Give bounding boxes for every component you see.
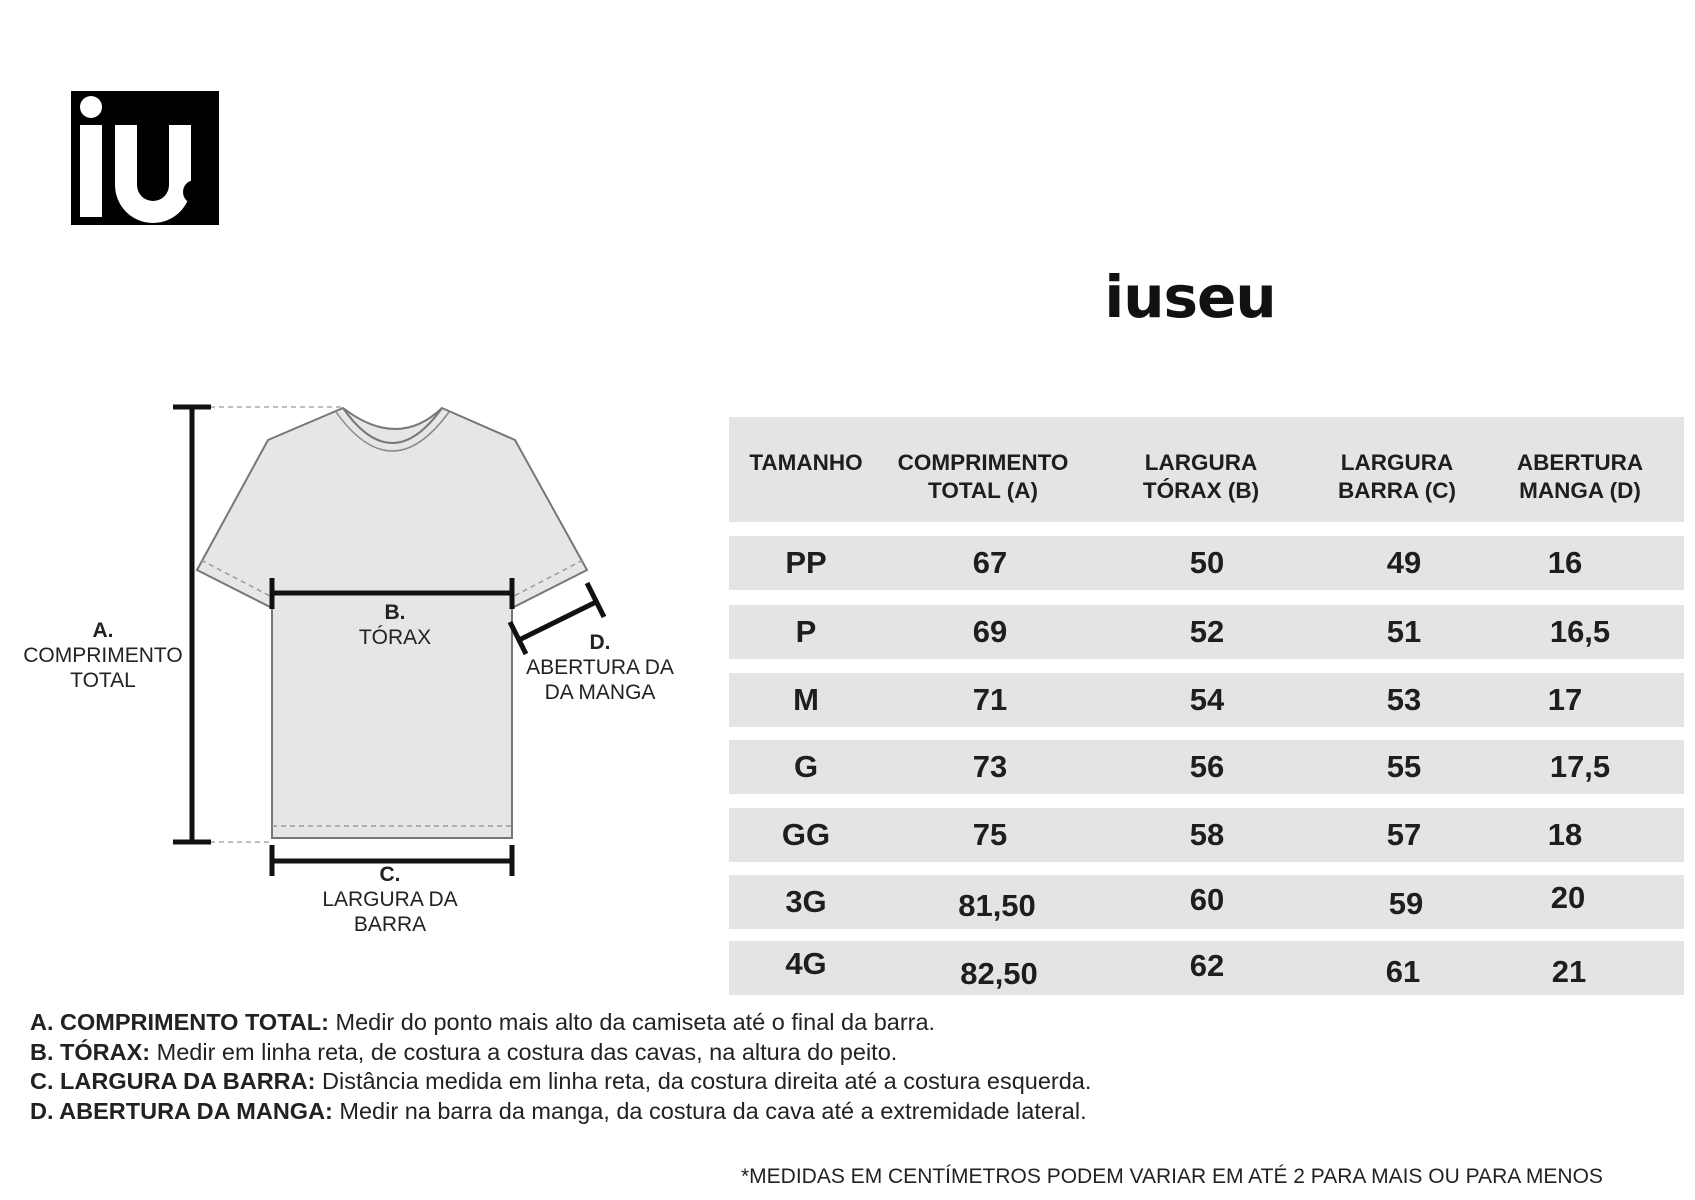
cell-tamanho: PP: [785, 545, 827, 580]
header-largura-barra: [1338, 449, 1456, 505]
note-text: Medir em linha reta, de costura a costura das cavas, na altura do peito.: [150, 1038, 898, 1065]
cell-barra: 55: [1386, 749, 1422, 784]
measurement-notes: [30, 1008, 1091, 1126]
cell-manga: 18: [1547, 817, 1583, 852]
note-term: D. ABERTURA DA MANGA:: [30, 1097, 333, 1124]
table-row: [729, 536, 1684, 590]
cell-torax: 60: [1189, 882, 1225, 917]
header-line: LARGURA: [1340, 450, 1454, 475]
header-line: TOTAL (A): [928, 478, 1038, 503]
header-line: MANGA (D): [1519, 478, 1641, 503]
note-line: [30, 1097, 1091, 1127]
header-line: BARRA (C): [1338, 478, 1456, 503]
label-a-letter: A.: [92, 619, 114, 642]
cell-tamanho: M: [793, 682, 819, 717]
cell-barra: 57: [1386, 817, 1422, 852]
cell-comprimento: 67: [972, 545, 1008, 580]
cell-manga: 17,5: [1549, 749, 1611, 784]
label-abertura-manga: [510, 630, 690, 705]
cell-manga: 20: [1550, 880, 1586, 915]
label-d-letter: D.: [589, 631, 611, 654]
cell-tamanho: 4G: [785, 946, 827, 981]
cell-barra: 51: [1386, 614, 1422, 649]
label-comprimento-total: [18, 618, 188, 693]
header-line: ABERTURA: [1516, 450, 1644, 475]
table-row: [729, 740, 1684, 794]
note-line: [30, 1067, 1091, 1097]
label-b-line1: TÓRAX: [358, 626, 432, 649]
cell-comprimento: 69: [972, 614, 1008, 649]
cell-torax: 56: [1189, 749, 1225, 784]
cell-comprimento: 82,50: [960, 956, 1038, 991]
cell-manga: 16,5: [1549, 614, 1611, 649]
cell-tamanho: P: [795, 614, 817, 649]
cell-torax: 54: [1189, 682, 1225, 717]
cell-torax: 52: [1189, 614, 1225, 649]
table-row: [729, 808, 1684, 862]
note-text: Medir do ponto mais alto da camiseta até o final da barra.: [328, 1009, 936, 1035]
note-text: Medir na barra da manga, da costura da cava até a extremidade lateral.: [332, 1097, 1087, 1124]
header-line: LARGURA: [1144, 450, 1258, 475]
label-d-line2: DA MANGA: [544, 681, 656, 704]
cell-manga: 17: [1547, 682, 1583, 717]
cell-barra: 59: [1388, 886, 1424, 921]
cell-tamanho: GG: [781, 817, 831, 852]
tshirt-diagram: [0, 390, 700, 955]
cell-manga: 21: [1551, 954, 1587, 989]
brand-wordmark: iuseu: [1104, 263, 1276, 331]
table-row: [729, 673, 1684, 727]
header-tamanho: [749, 449, 862, 477]
header-line: COMPRIMENTO: [897, 450, 1069, 475]
header-abertura-manga: [1517, 449, 1643, 505]
label-c-letter: C.: [379, 863, 401, 886]
cell-torax: 58: [1189, 817, 1225, 852]
cell-barra: 49: [1386, 545, 1422, 580]
cell-manga: 16: [1547, 545, 1583, 580]
cell-comprimento: 71: [972, 682, 1008, 717]
label-largura-barra: [300, 862, 480, 937]
footnote: *MEDIDAS EM CENTÍMETROS PODEM VARIAR EM ATÉ 2 PARA MAIS OU PARA MENOS: [741, 1165, 1603, 1188]
note-text: Distância medida em linha reta, da costura direita até a costura esquerda.: [315, 1068, 1092, 1094]
note-term: B. TÓRAX:: [30, 1038, 151, 1065]
label-c-line2: BARRA: [353, 913, 427, 936]
logo-mark-icon: [71, 91, 219, 225]
table-header-row: [729, 417, 1684, 522]
label-a-line2: TOTAL: [70, 669, 136, 692]
cell-comprimento: 75: [972, 817, 1008, 852]
label-c-line1: LARGURA DA: [322, 888, 458, 911]
cell-torax: 50: [1189, 545, 1225, 580]
label-torax: [330, 600, 460, 650]
logo: [71, 91, 219, 225]
label-a-line1: COMPRIMENTO: [23, 644, 183, 667]
label-b-letter: B.: [384, 601, 406, 624]
note-line: [30, 1008, 1091, 1038]
header-largura-torax: [1143, 449, 1259, 505]
cell-comprimento: 81,50: [958, 888, 1036, 923]
header-line: TAMANHO: [749, 450, 863, 475]
cell-tamanho: G: [793, 749, 819, 784]
note-line: [30, 1038, 1091, 1068]
cell-torax: 62: [1189, 948, 1225, 983]
table-row: [729, 605, 1684, 659]
note-term: C. LARGURA DA BARRA:: [30, 1068, 316, 1094]
header-line: TÓRAX (B): [1142, 478, 1260, 503]
label-d-line1: ABERTURA DA: [526, 656, 674, 679]
table-row: [729, 875, 1684, 929]
cell-barra: 53: [1386, 682, 1422, 717]
cell-tamanho: 3G: [785, 884, 827, 919]
table-row: [729, 941, 1684, 995]
header-comprimento-total: [898, 449, 1069, 505]
cell-barra: 61: [1385, 954, 1421, 989]
cell-comprimento: 73: [972, 749, 1008, 784]
note-term: A. COMPRIMENTO TOTAL:: [30, 1009, 329, 1035]
